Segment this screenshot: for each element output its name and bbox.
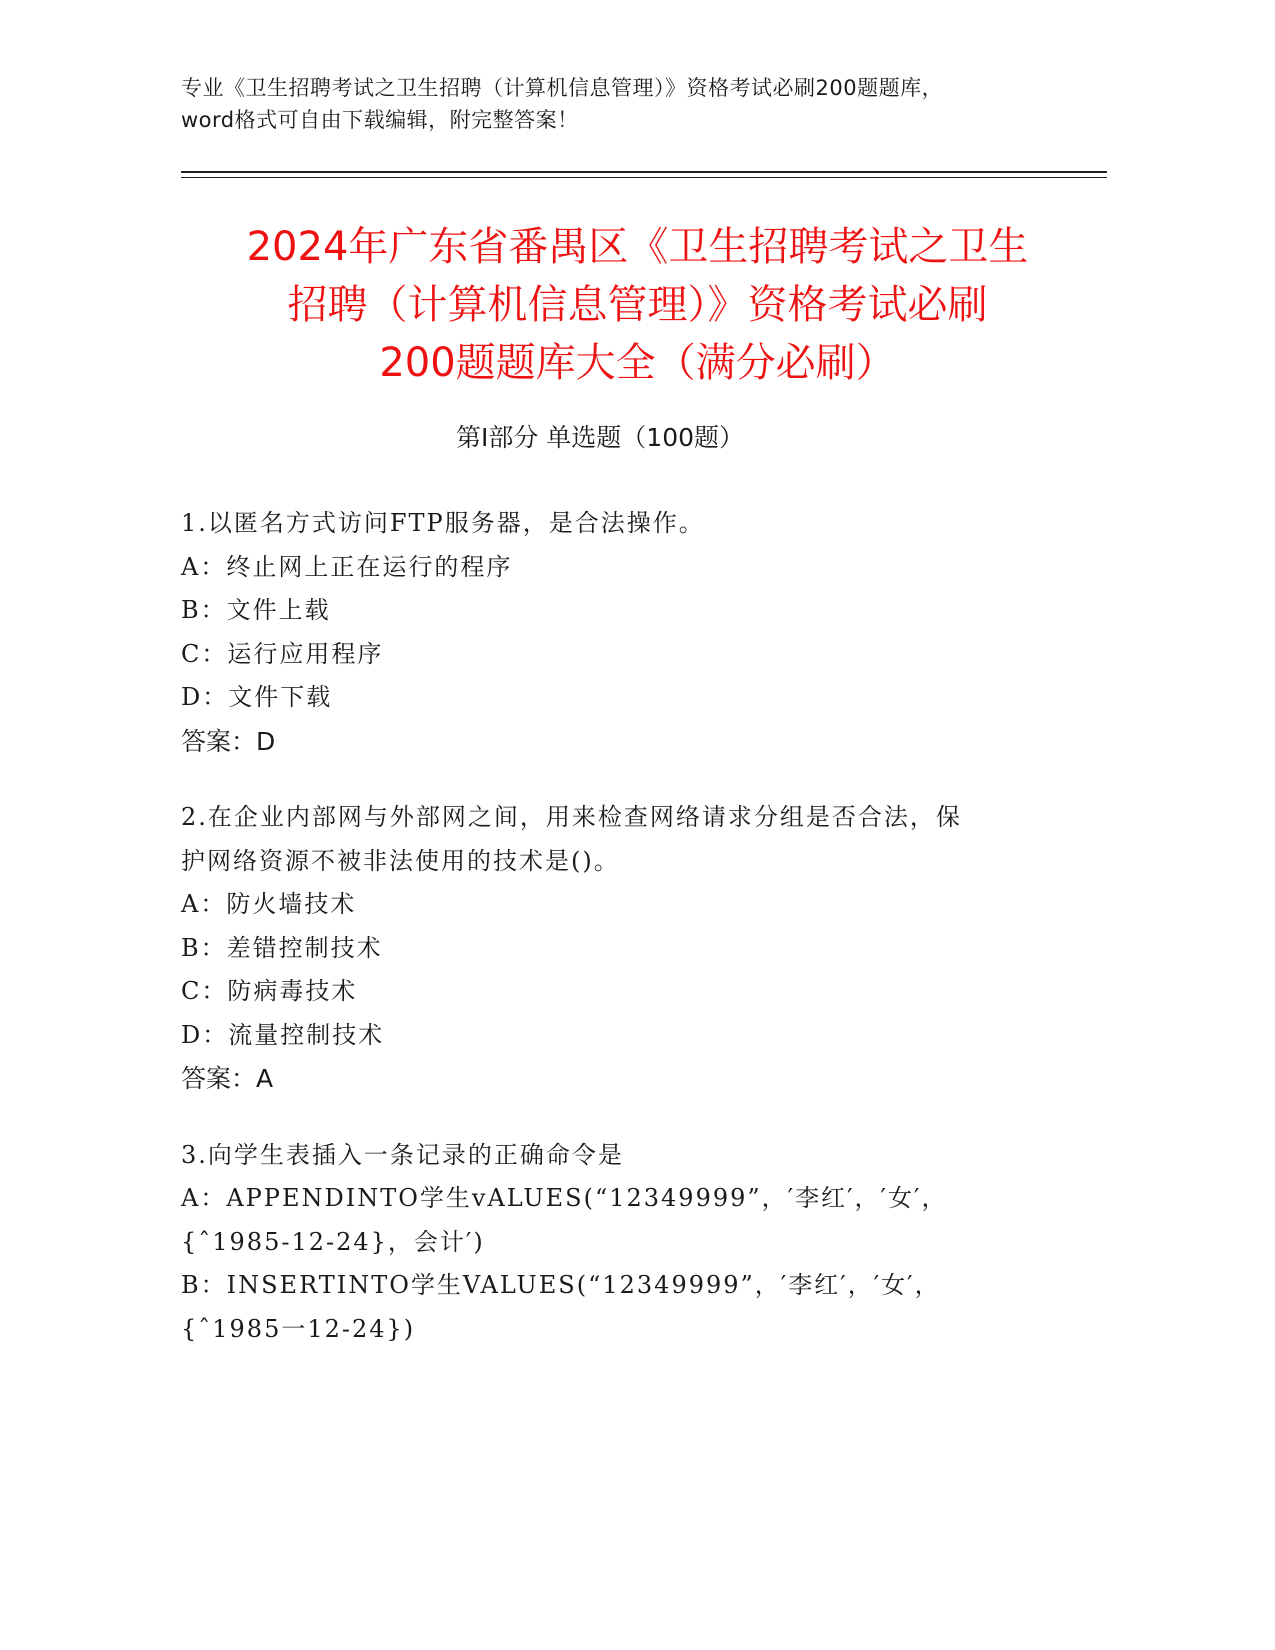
title-line-1: 2024年广东省番禺区《卫生招聘考试之卫生: [246, 224, 1029, 270]
question-3-option-a-continued: {ˆ1985-12-24}，会计′): [181, 1227, 485, 1256]
question-1: [181, 502, 1041, 763]
document-header-note: [181, 72, 1111, 136]
question-3: [181, 1134, 1041, 1352]
question-2: [181, 796, 1041, 1101]
question-2-option-d: D：流量控制技术: [181, 1020, 385, 1049]
question-1-option-d: D：文件下载: [181, 683, 333, 711]
question-3-stem: 3.向学生表插入一条记录的正确命令是: [181, 1140, 624, 1169]
question-3-option-a: A：APPENDINTO学生vALUES(“12349999”，′李红′，′女′，: [181, 1184, 948, 1212]
header-divider-thick: [181, 171, 1107, 173]
header-divider-thin: [181, 177, 1107, 178]
title-line-3: 200题题库大全（满分必刷）: [379, 340, 896, 386]
question-2-option-a: A：防火墙技术: [181, 890, 357, 918]
question-1-answer: 答案：D: [181, 726, 276, 756]
title-line-2: 招聘（计算机信息管理）》资格考试必刷: [287, 282, 988, 328]
question-2-stem-line-2: 护网络资源不被非法使用的技术是()。: [181, 846, 620, 875]
section-heading: 第Ⅰ部分 单选题（100题）: [455, 423, 745, 452]
question-3-option-b: B：INSERTINTO学生VALUES(“12349999”，′李红′，′女′，: [181, 1271, 941, 1299]
question-3-option-b-continued: {ˆ1985一12-24}): [181, 1314, 416, 1343]
header-note-line-1: 专业《卫生招聘考试之卫生招聘（计算机信息管理）》资格考试必刷200题题库，: [181, 76, 944, 100]
question-1-option-c: C：运行应用程序: [181, 639, 384, 668]
question-2-option-c: C：防病毒技术: [181, 977, 358, 1005]
question-1-option-b: B：文件上载: [181, 596, 331, 624]
question-1-option-a: A：终止网上正在运行的程序: [181, 552, 513, 581]
question-2-answer: 答案：A: [181, 1064, 274, 1093]
question-list: [181, 502, 1041, 1384]
question-2-stem-line-1: 2.在企业内部网与外部网之间，用来检查网络请求分组是否合法，保: [181, 803, 962, 831]
header-note-line-2: word格式可自由下载编辑，附完整答案！: [181, 108, 579, 132]
document-title: [150, 218, 1125, 392]
question-1-stem: 1.以匿名方式访问FTP服务器，是合法操作。: [181, 509, 705, 537]
question-2-option-b: B：差错控制技术: [181, 933, 383, 962]
